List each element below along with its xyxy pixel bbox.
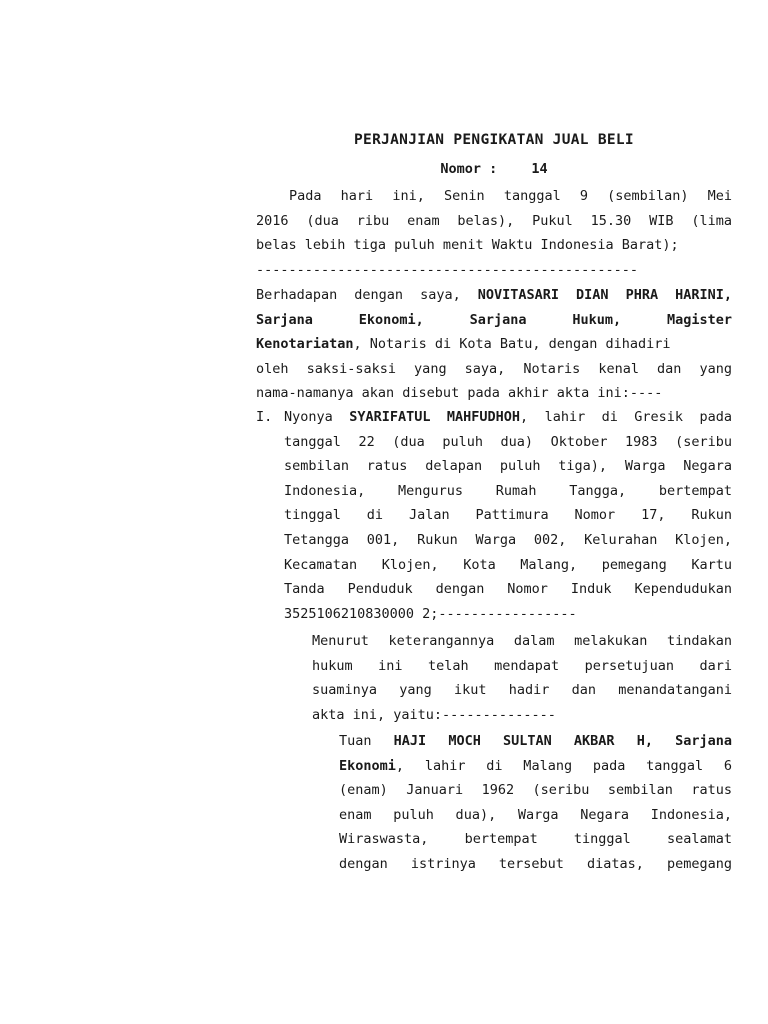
opening-line-3: belas lebih tiga puluh menit Waktu Indonesia Barat); bbox=[256, 237, 679, 254]
husband-line-3: (enam) Januari 1962 (seribu sembilan ratus bbox=[339, 782, 732, 799]
party-1-line-1-rest: , lahir di Gresik pada bbox=[520, 409, 732, 425]
document-number bbox=[256, 161, 732, 177]
separator-line: ----------------------------------------------- bbox=[256, 262, 639, 278]
notary-paragraph bbox=[256, 283, 732, 406]
party-1-line-6: Tetangga 001, Rukun Warga 002, Kelurahan Klojen, bbox=[284, 531, 732, 548]
party-1-prefix: Nyonya bbox=[284, 409, 350, 425]
degree-word-2: Ekonomi, bbox=[358, 311, 424, 328]
consent-paragraph bbox=[312, 629, 732, 727]
husband-line-5: Wiraswasta, bertempat tinggal sealamat bbox=[339, 831, 732, 848]
notary-line-5: nama-namanya akan disebut pada akhir akta ini:---- bbox=[256, 385, 663, 402]
party-1-line-5: tinggal di Jalan Pattimura Nomor 17, Rukun bbox=[284, 507, 732, 524]
husband-line-2 bbox=[339, 754, 732, 779]
party-number: I. bbox=[256, 409, 273, 425]
degree-word-4: Hukum, bbox=[572, 311, 622, 328]
party-1-name: SYARIFATUL MAHFUDHOH bbox=[349, 409, 521, 425]
consent-line-3: suaminya yang ikut hadir dan menandatangani bbox=[312, 682, 732, 699]
degree-word-3: Sarjana bbox=[469, 311, 527, 328]
husband-line-4: enam puluh dua), Warga Negara Indonesia, bbox=[339, 806, 732, 823]
notary-line-3-rest: , Notaris di Kota Batu, dengan dihadiri bbox=[353, 336, 671, 353]
party-1-line-8: Tanda Penduduk dengan Nomor Induk Kependudukan bbox=[284, 581, 732, 598]
consent-line-1: Menurut keterangannya dalam melakukan tindakan bbox=[312, 633, 732, 649]
notary-degree-line bbox=[256, 308, 732, 333]
document-number-value: 14 bbox=[531, 161, 548, 177]
document-title: PERJANJIAN PENGIKATAN JUAL BELI bbox=[354, 132, 634, 148]
husband-name-2: Ekonomi bbox=[339, 757, 396, 774]
opening-line-2: 2016 (dua ribu enam belas), Pukul 15.30 WIB (lima bbox=[256, 212, 732, 229]
document-number-label: Nomor : bbox=[440, 161, 498, 177]
notary-prefix: Berhadapan dengan saya, bbox=[256, 287, 478, 303]
consent-line-2: hukum ini telah mendapat persetujuan dari bbox=[312, 657, 732, 674]
party-1-line-1 bbox=[284, 405, 732, 430]
degree-word-5: Magister bbox=[666, 311, 732, 328]
degree-word-1: Sarjana bbox=[256, 311, 313, 328]
husband-prefix: Tuan bbox=[339, 733, 394, 749]
notary-line-4: oleh saksi-saksi yang saya, Notaris kenal dan yang bbox=[256, 360, 732, 377]
notary-name: NOVITASARI DIAN PHRA HARINI, bbox=[477, 287, 732, 303]
husband-paragraph bbox=[339, 729, 732, 877]
opening-line-1: Pada hari ini, Senin tanggal 9 (sembilan) Mei bbox=[289, 188, 732, 204]
notary-line-3 bbox=[256, 332, 732, 357]
opening-paragraph bbox=[256, 184, 732, 258]
party-1-line-9: 3525106210830000 2;----------------- bbox=[284, 605, 577, 622]
party-1-line-3: sembilan ratus delapan puluh tiga), Warga Negara bbox=[284, 458, 732, 475]
notary-degree-6: Kenotariatan bbox=[256, 336, 354, 353]
party-1-line-7: Kecamatan Klojen, Kota Malang, pemegang Kartu bbox=[284, 556, 732, 573]
party-1-paragraph bbox=[284, 405, 732, 626]
husband-line-1 bbox=[339, 729, 732, 754]
husband-line-2-rest: , lahir di Malang pada tanggal 6 bbox=[395, 757, 732, 774]
party-1-line-2: tanggal 22 (dua puluh dua) Oktober 1983 (seribu bbox=[284, 433, 732, 450]
husband-name-1: HAJI MOCH SULTAN AKBAR H, Sarjana bbox=[393, 733, 733, 749]
party-1-line-4: Indonesia, Mengurus Rumah Tangga, bertempat bbox=[284, 482, 732, 499]
consent-line-4: akta ini, yaitu:-------------- bbox=[312, 706, 556, 723]
notary-line-1 bbox=[256, 283, 732, 308]
husband-line-6: dengan istrinya tersebut diatas, pemegang bbox=[339, 855, 732, 872]
